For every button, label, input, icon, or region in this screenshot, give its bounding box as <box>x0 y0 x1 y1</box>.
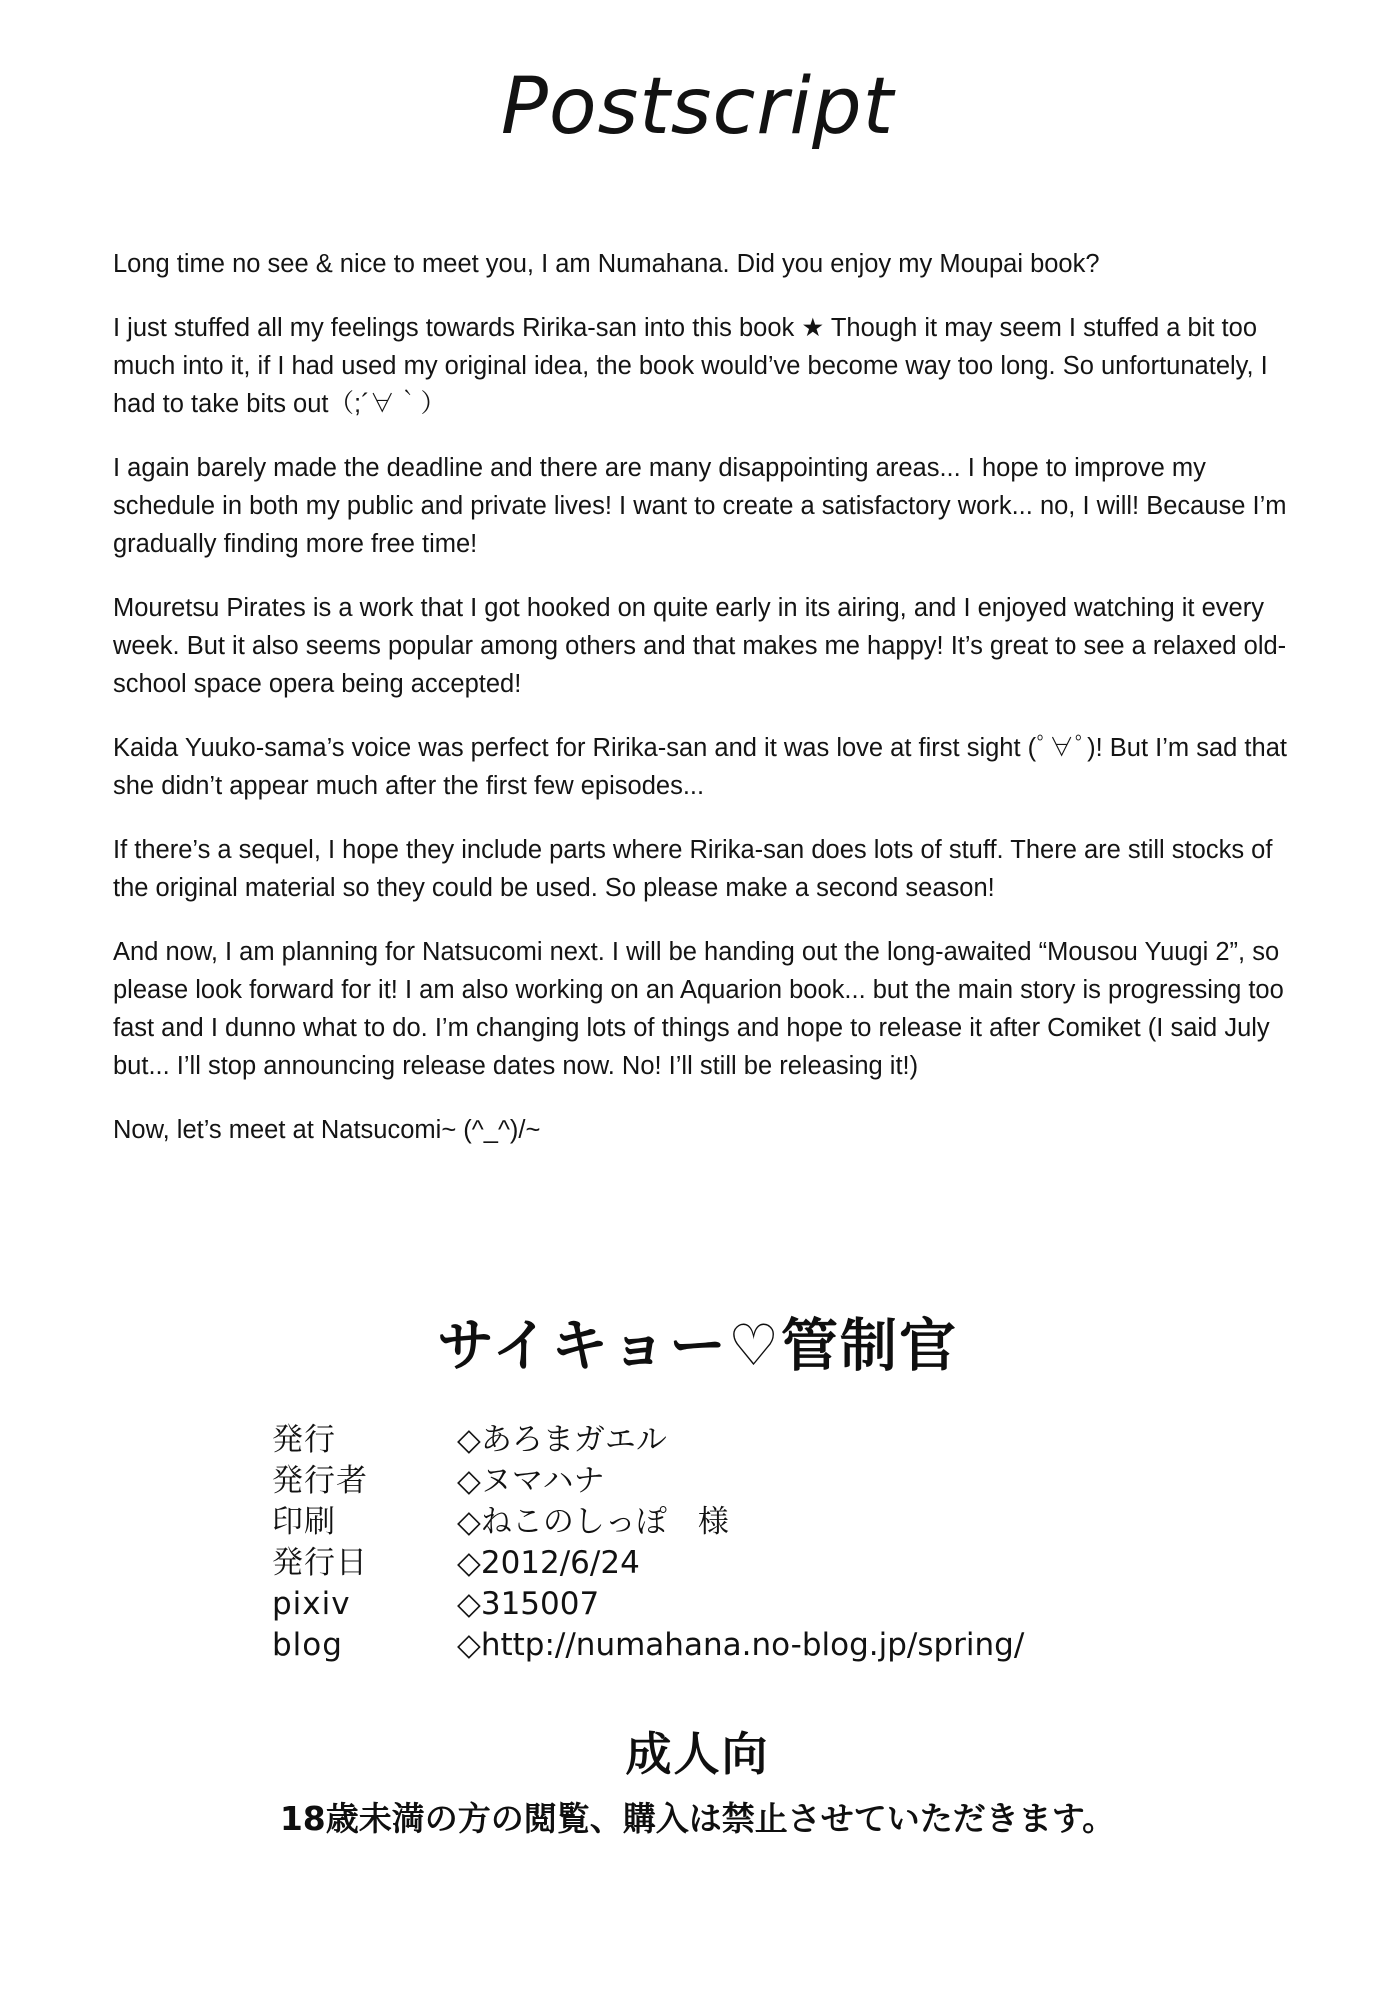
colophon-row <box>272 1461 1024 1502</box>
colophon-value: ◇315007 <box>457 1586 600 1622</box>
colophon-label: 印刷 <box>272 1504 336 1540</box>
colophon-label: 発行者 <box>272 1463 368 1499</box>
colophon-label: blog <box>272 1627 343 1663</box>
paragraph: Long time no see & nice to meet you, I am Numahana. Did you enjoy my Moupai book? <box>113 250 1100 278</box>
paragraph: I just stuffed all my feelings towards Ririka-san into this book ★ Though it may seem I stuffed a bit too much into it, if I had used my original idea, the book would’ve become way too long. So unfortunately, I had to take bits out（;´∀｀） <box>113 314 1268 418</box>
colophon-label: 発行 <box>272 1422 336 1458</box>
colophon-label: 発行日 <box>272 1545 368 1581</box>
colophon-row <box>272 1420 1024 1461</box>
colophon-row <box>272 1543 1024 1584</box>
paragraph: Mouretsu Pirates is a work that I got hooked on quite early in its airing, and I enjoyed watching it every week. But it also seems popular among others and that makes me happy! It’s great to see a relaxed old-school space opera being accepted! <box>113 594 1287 698</box>
paragraph: Now, let’s meet at Natsucomi~ (^_^)/~ <box>113 1116 541 1144</box>
colophon-value-blog-url[interactable]: ◇http://numahana.no-blog.jp/spring/ <box>457 1627 1025 1663</box>
colophon-value: ◇ねこのしっぽ 様 <box>457 1504 729 1540</box>
colophon-label: pixiv <box>272 1586 351 1622</box>
colophon <box>272 1420 1024 1666</box>
colophon-row <box>272 1584 1024 1625</box>
paragraph: Kaida Yuuko-sama’s voice was perfect for Ririka-san and it was love at first sight (ﾟ∀ﾟ)! But I’m sad that she didn’t appear much after the first few episodes... <box>113 734 1287 800</box>
colophon-value: ◇2012/6/24 <box>457 1545 640 1581</box>
paragraph: And now, I am planning for Natsucomi next. I will be handing out the long-awaited “Mousou Yuugi 2”, so please look forward for it! I am also working on an Aquarion book... but the main story is progressing too fast and I dunno what to do. I’m changing lots of things and hope to release it after Comiket (I said July but... I’ll stop announcing release dates now. No! I’ll still be releasing it!) <box>113 938 1284 1080</box>
colophon-value: ◇あろまガエル <box>457 1422 667 1458</box>
adult-notice-heading: 成人向 <box>625 1727 770 1781</box>
japanese-work-title: サイキョー♡管制官 <box>436 1313 959 1379</box>
paragraph: I again barely made the deadline and there are many disappointing areas... I hope to improve my schedule in both my public and private lives! I want to create a satisfactory work... no, I will! Because I’m gradually finding more free time! <box>113 454 1287 558</box>
colophon-row <box>272 1625 1024 1666</box>
paragraph: If there’s a sequel, I hope they include parts where Ririka-san does lots of stuff. There are still stocks of the original material so they could be used. So please make a second season! <box>113 836 1273 902</box>
colophon-value: ◇ヌマハナ <box>457 1463 605 1499</box>
adult-notice-text: 18歳未満の方の閲覧、購入は禁止させていただきます。 <box>279 1799 1116 1838</box>
page-title: Postscript <box>500 62 895 152</box>
postscript-body <box>113 245 1303 1149</box>
colophon-row <box>272 1502 1024 1543</box>
